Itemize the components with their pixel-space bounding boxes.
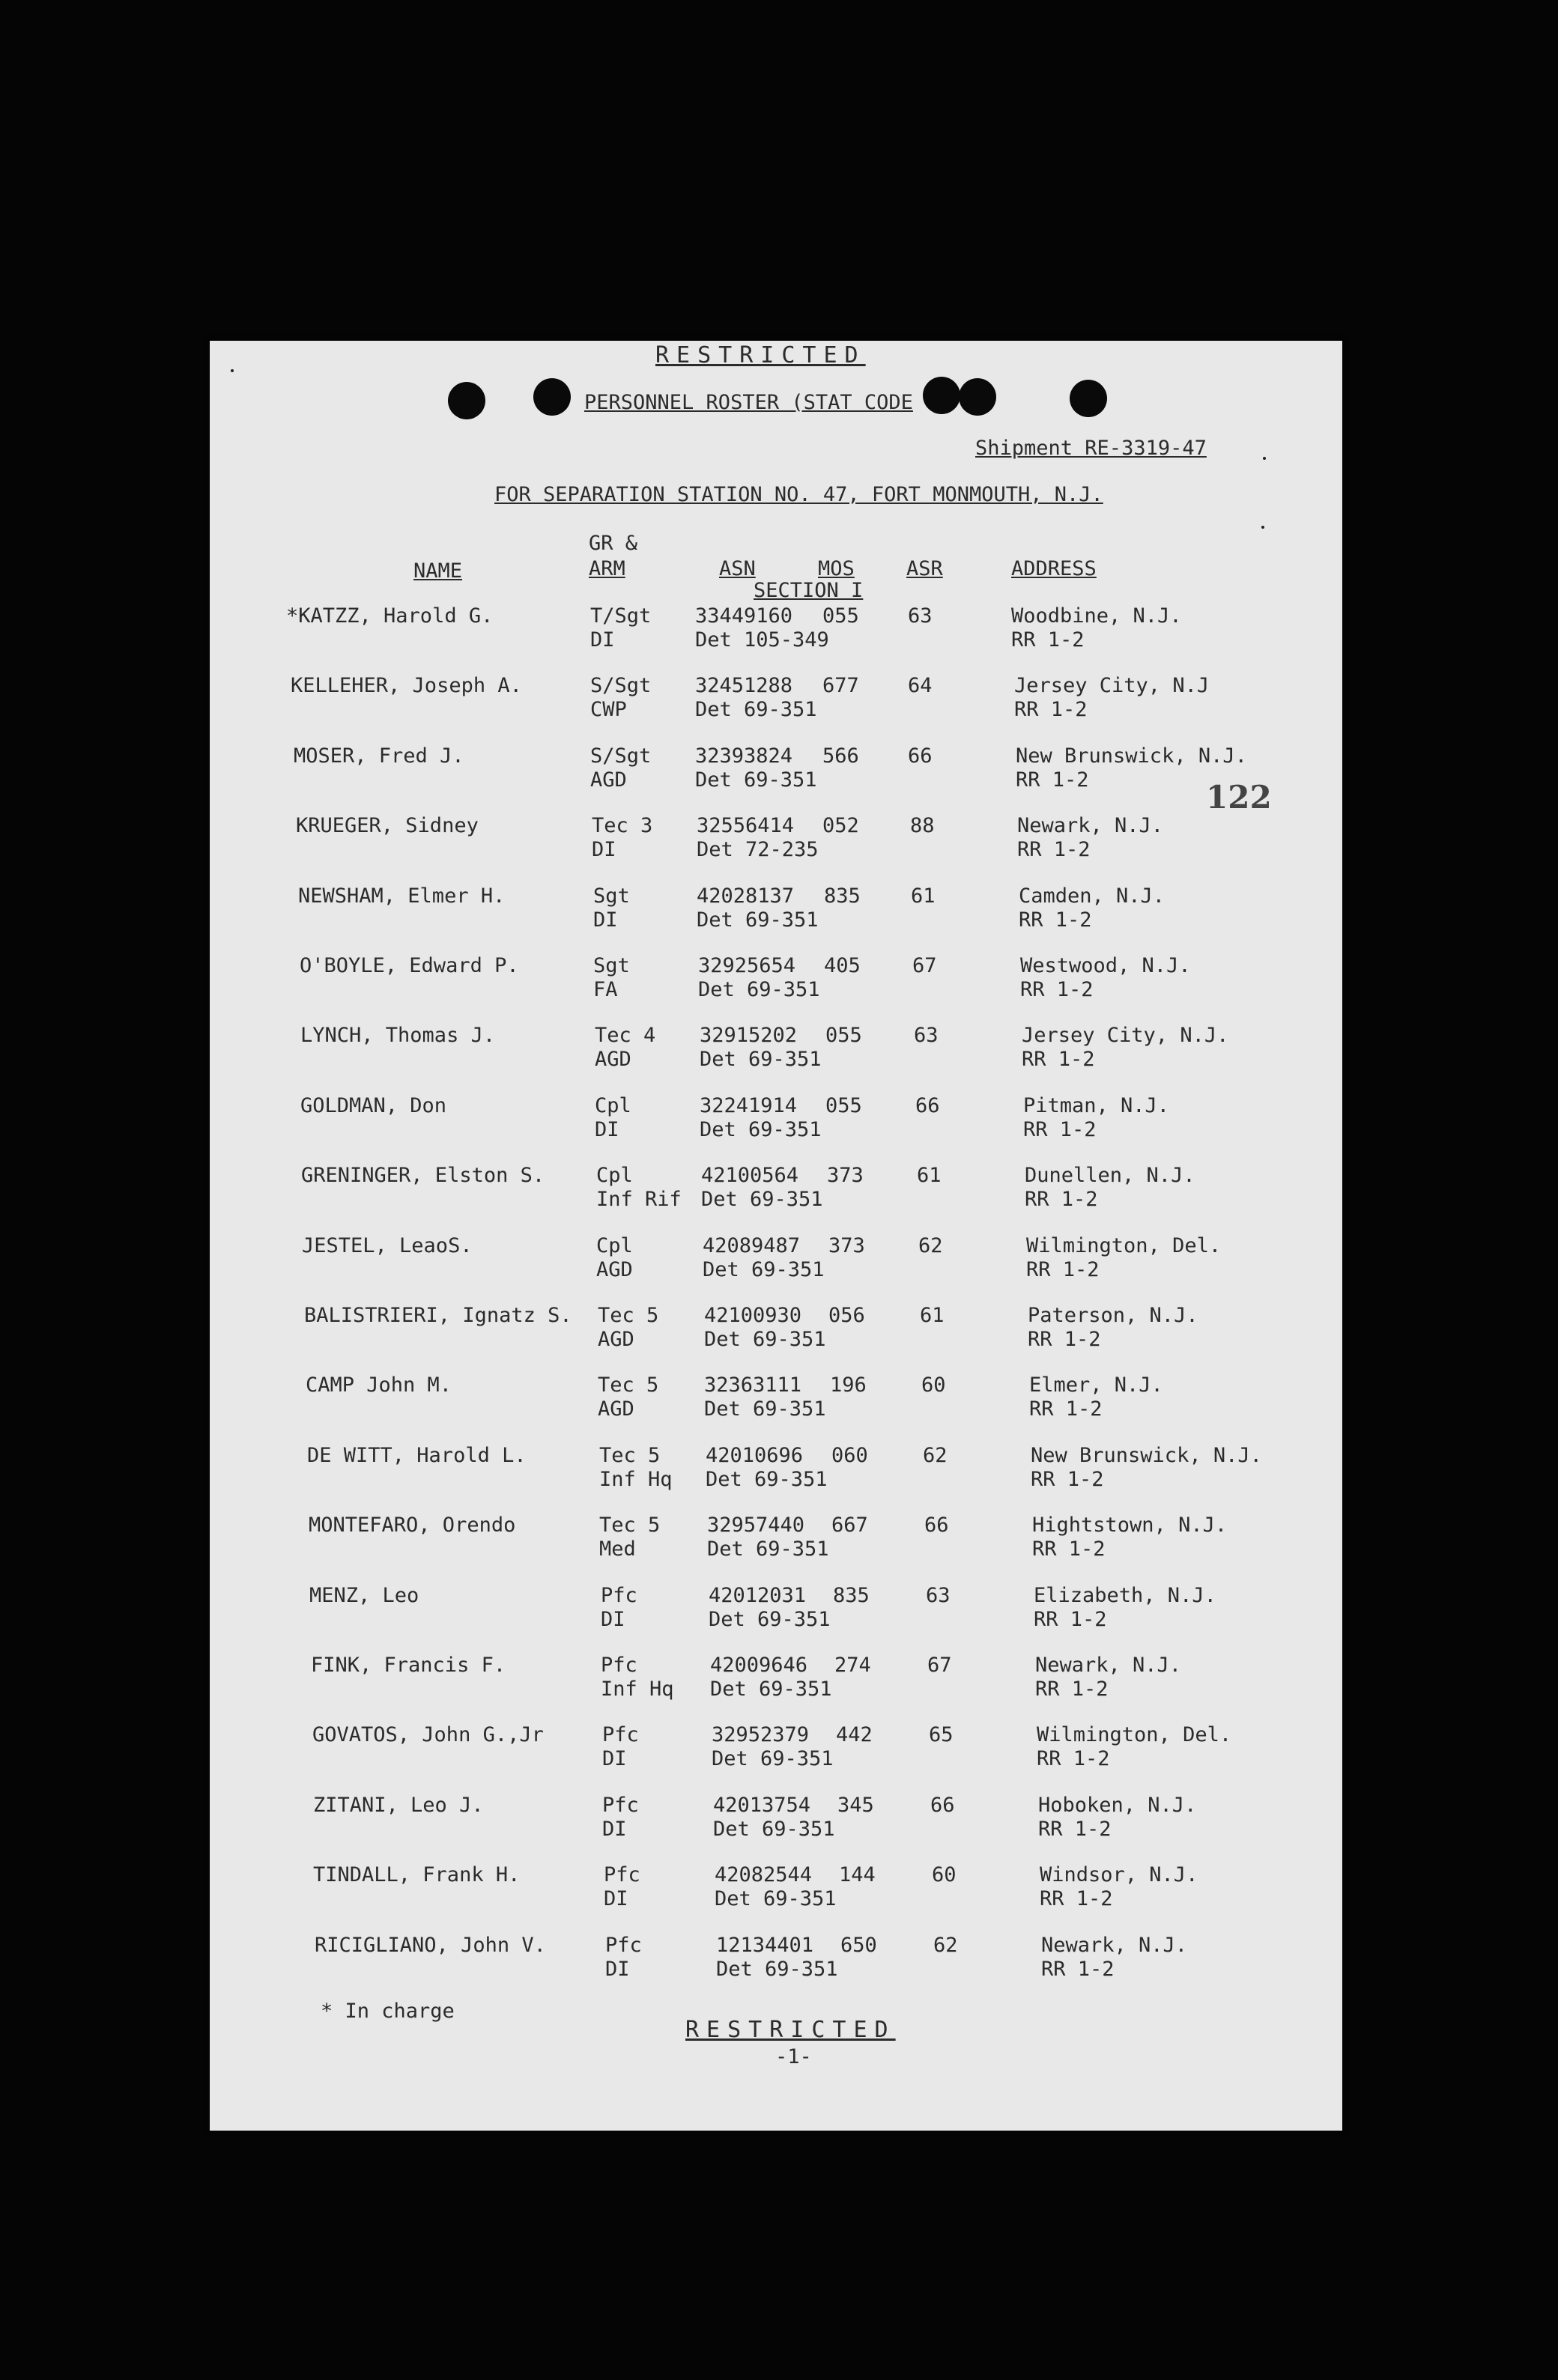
row-name: O'BOYLE, Edward P. — [300, 954, 519, 977]
row-arm: DI — [590, 628, 615, 652]
row-address: Hoboken, N.J. — [1038, 1794, 1197, 1817]
row-grade: S/Sgt — [590, 674, 652, 697]
row-asr: 88 — [910, 814, 935, 837]
punch-hole — [533, 378, 571, 416]
row-det: Det 69-351 — [706, 1468, 828, 1491]
row-rr: RR 1-2 — [1032, 1537, 1106, 1561]
row-rr: RR 1-2 — [1019, 908, 1092, 932]
row-address: Westwood, N.J. — [1020, 954, 1191, 977]
row-address: Windsor, N.J. — [1040, 1863, 1198, 1886]
row-asr: 67 — [912, 954, 937, 977]
row-rr: RR 1-2 — [1034, 1608, 1107, 1631]
row-name: *KATZZ, Harold G. — [286, 604, 494, 628]
row-mos: 196 — [830, 1373, 867, 1397]
row-rr: RR 1-2 — [1029, 1397, 1103, 1421]
row-asn: 42013754 — [713, 1794, 811, 1817]
row-asn: 12134401 — [716, 1934, 814, 1957]
row-asr: 61 — [920, 1304, 945, 1327]
row-mos: 373 — [828, 1234, 865, 1257]
row-address: Elizabeth, N.J. — [1034, 1584, 1216, 1607]
row-rr: RR 1-2 — [1025, 1188, 1098, 1211]
row-address: New Brunswick, N.J. — [1031, 1444, 1262, 1467]
row-asr: 67 — [927, 1654, 952, 1677]
row-grade: Tec 3 — [592, 814, 653, 837]
speck — [231, 369, 234, 372]
row-asn: 32915202 — [700, 1024, 798, 1047]
row-grade: Cpl — [596, 1164, 633, 1187]
row-rr: RR 1-2 — [1041, 1958, 1115, 1981]
row-grade: Tec 5 — [598, 1373, 659, 1397]
row-name: MONTEFARO, Orendo — [309, 1514, 516, 1537]
row-mos: 442 — [836, 1723, 873, 1746]
page-number-stamp: 122 — [1206, 779, 1272, 816]
row-det: Det 105-349 — [695, 628, 829, 652]
row-asr: 62 — [918, 1234, 943, 1257]
row-arm: DI — [604, 1887, 628, 1910]
row-name: RICIGLIANO, John V. — [315, 1934, 546, 1957]
row-arm: DI — [602, 1818, 627, 1841]
row-asr: 66 — [930, 1794, 955, 1817]
row-address: Newark, N.J. — [1041, 1934, 1188, 1957]
row-det: Det 69-351 — [695, 768, 817, 792]
row-grade: Tec 5 — [599, 1514, 661, 1537]
row-name: TINDALL, Frank H. — [313, 1863, 521, 1886]
row-mos: 055 — [825, 1024, 862, 1047]
row-address: Paterson, N.J. — [1028, 1304, 1198, 1327]
row-grade: Pfc — [605, 1934, 642, 1957]
row-name: MOSER, Fred J. — [294, 744, 464, 768]
row-rr: RR 1-2 — [1022, 1048, 1095, 1071]
row-rr: RR 1-2 — [1037, 1747, 1110, 1770]
row-det: Det 69-351 — [710, 1678, 832, 1701]
row-name: DE WITT, Harold L. — [307, 1444, 527, 1467]
punch-hole — [1070, 380, 1107, 417]
row-asn: 42082544 — [715, 1863, 813, 1886]
row-det: Det 69-351 — [703, 1258, 825, 1281]
row-mos: 835 — [824, 884, 861, 908]
row-name: KRUEGER, Sidney — [296, 814, 479, 837]
row-rr: RR 1-2 — [1026, 1258, 1100, 1281]
row-arm: Inf Rif — [596, 1188, 682, 1211]
row-mos: 345 — [837, 1794, 874, 1817]
row-asn: 32451288 — [695, 674, 793, 697]
row-address: Jersey City, N.J — [1014, 674, 1210, 697]
row-grade: Pfc — [601, 1584, 637, 1607]
row-arm: AGD — [595, 1048, 631, 1071]
row-mos: 677 — [822, 674, 859, 697]
row-asn: 32925654 — [698, 954, 796, 977]
row-asr: 63 — [914, 1024, 939, 1047]
row-det: Det 72-235 — [697, 838, 819, 861]
row-rr: RR 1-2 — [1028, 1328, 1101, 1351]
row-address: New Brunswick, N.J. — [1016, 744, 1247, 768]
row-det: Det 69-351 — [715, 1887, 837, 1910]
row-address: Jersey City, N.J. — [1022, 1024, 1229, 1047]
row-arm: AGD — [598, 1397, 634, 1421]
row-asn: 42089487 — [703, 1234, 801, 1257]
row-asn: 32393824 — [695, 744, 793, 768]
row-arm: Inf Hq — [599, 1468, 673, 1491]
row-arm: AGD — [596, 1258, 633, 1281]
row-asn: 42100564 — [701, 1164, 799, 1187]
row-arm: DI — [592, 838, 616, 861]
col-grade-header: GR & — [589, 532, 638, 555]
row-det: Det 69-351 — [707, 1537, 829, 1561]
row-det: Det 69-351 — [704, 1397, 826, 1421]
row-mos: 052 — [822, 814, 859, 837]
row-asn: 33449160 — [695, 604, 793, 628]
row-mos: 055 — [822, 604, 859, 628]
row-mos: 835 — [833, 1584, 870, 1607]
document-page — [210, 341, 1342, 2131]
row-grade: Tec 5 — [599, 1444, 661, 1467]
row-asr: 66 — [924, 1514, 949, 1537]
row-arm: Inf Hq — [601, 1678, 674, 1701]
speck — [1261, 526, 1264, 529]
row-name: GOLDMAN, Don — [300, 1094, 447, 1117]
row-asn: 32957440 — [707, 1514, 805, 1537]
row-arm: DI — [601, 1608, 625, 1631]
row-rr: RR 1-2 — [1014, 698, 1088, 721]
row-arm: DI — [593, 908, 618, 932]
row-asr: 60 — [932, 1863, 957, 1886]
roster-title: PERSONNEL ROSTER (STAT CODE — [584, 391, 913, 414]
row-rr: RR 1-2 — [1031, 1468, 1104, 1491]
row-asn: 32241914 — [700, 1094, 798, 1117]
row-name: FINK, Francis F. — [311, 1654, 506, 1677]
row-arm: DI — [602, 1747, 627, 1770]
row-asr: 66 — [908, 744, 933, 768]
row-mos: 566 — [822, 744, 859, 768]
row-asr: 61 — [917, 1164, 942, 1187]
row-name: CAMP John M. — [306, 1373, 452, 1397]
row-det: Det 69-351 — [709, 1608, 831, 1631]
row-address: Wilmington, Del. — [1037, 1723, 1232, 1746]
row-det: Det 69-351 — [700, 1118, 822, 1141]
row-mos: 060 — [831, 1444, 868, 1467]
row-address: Newark, N.J. — [1035, 1654, 1182, 1677]
row-asn: 42010696 — [706, 1444, 804, 1467]
row-det: Det 69-351 — [704, 1328, 826, 1351]
row-asr: 60 — [921, 1373, 946, 1397]
row-det: Det 69-351 — [716, 1958, 838, 1981]
row-asr: 62 — [923, 1444, 948, 1467]
row-name: KELLEHER, Joseph A. — [291, 674, 522, 697]
row-address: Elmer, N.J. — [1029, 1373, 1163, 1397]
row-arm: FA — [593, 978, 618, 1001]
row-address: Wilmington, Del. — [1026, 1234, 1222, 1257]
row-rr: RR 1-2 — [1040, 1887, 1113, 1910]
row-mos: 650 — [840, 1934, 877, 1957]
station-title: FOR SEPARATION STATION NO. 47, FORT MONMOUTH, N.J. — [494, 483, 1103, 506]
row-arm: CWP — [590, 698, 627, 721]
row-arm: AGD — [590, 768, 627, 792]
row-address: Pitman, N.J. — [1023, 1094, 1170, 1117]
row-asr: 63 — [908, 604, 933, 628]
row-arm: DI — [605, 1958, 630, 1981]
punch-hole — [923, 377, 960, 414]
row-det: Det 69-351 — [700, 1048, 822, 1071]
row-mos: 274 — [834, 1654, 871, 1677]
row-asr: 66 — [915, 1094, 940, 1117]
punch-hole — [959, 378, 996, 416]
speck — [1263, 457, 1266, 460]
row-asn: 32363111 — [704, 1373, 802, 1397]
row-name: GRENINGER, Elston S. — [301, 1164, 545, 1187]
shipment-number: Shipment RE-3319-47 — [975, 437, 1207, 460]
row-grade: Sgt — [593, 954, 630, 977]
row-det: Det 69-351 — [701, 1188, 823, 1211]
row-asn: 42100930 — [704, 1304, 802, 1327]
row-mos: 055 — [825, 1094, 862, 1117]
row-name: GOVATOS, John G.,Jr — [312, 1723, 544, 1746]
col-address-header: ADDRESS — [1011, 557, 1097, 580]
row-address: Dunellen, N.J. — [1025, 1164, 1195, 1187]
row-asn: 42009646 — [710, 1654, 808, 1677]
col-asr-header: ASR — [906, 557, 943, 580]
row-asr: 65 — [929, 1723, 954, 1746]
col-mos-header: MOS — [818, 557, 855, 580]
row-asr: 63 — [926, 1584, 951, 1607]
row-mos: 667 — [831, 1514, 868, 1537]
row-grade: Pfc — [602, 1794, 639, 1817]
row-grade: Tec 5 — [598, 1304, 659, 1327]
row-rr: RR 1-2 — [1020, 978, 1094, 1001]
row-det: Det 69-351 — [697, 908, 819, 932]
row-grade: Pfc — [602, 1723, 639, 1746]
row-arm: Med — [599, 1537, 636, 1561]
row-rr: RR 1-2 — [1016, 768, 1089, 792]
row-grade: Pfc — [604, 1863, 640, 1886]
row-asr: 64 — [908, 674, 933, 697]
row-mos: 405 — [824, 954, 861, 977]
row-mos: 056 — [828, 1304, 865, 1327]
row-grade: Cpl — [596, 1234, 633, 1257]
row-address: Hightstown, N.J. — [1032, 1514, 1228, 1537]
row-rr: RR 1-2 — [1035, 1678, 1109, 1701]
row-asr: 61 — [911, 884, 936, 908]
row-name: LYNCH, Thomas J. — [300, 1024, 496, 1047]
section-label: SECTION I — [754, 579, 864, 602]
footer-note: * In charge — [321, 2000, 455, 2023]
col-name-header: NAME — [413, 559, 463, 583]
row-arm: AGD — [598, 1328, 634, 1351]
row-rr: RR 1-2 — [1023, 1118, 1097, 1141]
row-grade: S/Sgt — [590, 744, 652, 768]
row-asn: 32952379 — [712, 1723, 810, 1746]
row-mos: 144 — [839, 1863, 876, 1886]
footer-page-number: -1- — [775, 2045, 812, 2068]
footer-restricted: RESTRICTED — [685, 2017, 896, 2043]
col-asn-header: ASN — [719, 557, 756, 580]
row-name: MENZ, Leo — [309, 1584, 419, 1607]
row-mos: 373 — [827, 1164, 864, 1187]
row-asn: 42012031 — [709, 1584, 807, 1607]
punch-hole — [448, 382, 485, 419]
row-name: BALISTRIERI, Ignatz S. — [304, 1304, 572, 1327]
row-det: Det 69-351 — [698, 978, 820, 1001]
col-arm-header: ARM — [589, 557, 625, 580]
row-grade: Pfc — [601, 1654, 637, 1677]
row-address: Newark, N.J. — [1017, 814, 1164, 837]
row-address: Camden, N.J. — [1019, 884, 1166, 908]
row-det: Det 69-351 — [713, 1818, 835, 1841]
row-asn: 32556414 — [697, 814, 795, 837]
row-rr: RR 1-2 — [1017, 838, 1091, 861]
row-asr: 62 — [933, 1934, 958, 1957]
row-grade: Tec 4 — [595, 1024, 656, 1047]
row-name: NEWSHAM, Elmer H. — [298, 884, 506, 908]
row-grade: Sgt — [593, 884, 630, 908]
row-grade: Cpl — [595, 1094, 631, 1117]
row-rr: RR 1-2 — [1011, 628, 1085, 652]
row-name: JESTEL, LeaoS. — [302, 1234, 473, 1257]
row-det: Det 69-351 — [695, 698, 817, 721]
header-restricted: RESTRICTED — [655, 342, 866, 368]
row-arm: DI — [595, 1118, 619, 1141]
row-name: ZITANI, Leo J. — [313, 1794, 484, 1817]
row-rr: RR 1-2 — [1038, 1818, 1112, 1841]
row-det: Det 69-351 — [712, 1747, 834, 1770]
row-address: Woodbine, N.J. — [1011, 604, 1182, 628]
row-asn: 42028137 — [697, 884, 795, 908]
row-grade: T/Sgt — [590, 604, 652, 628]
